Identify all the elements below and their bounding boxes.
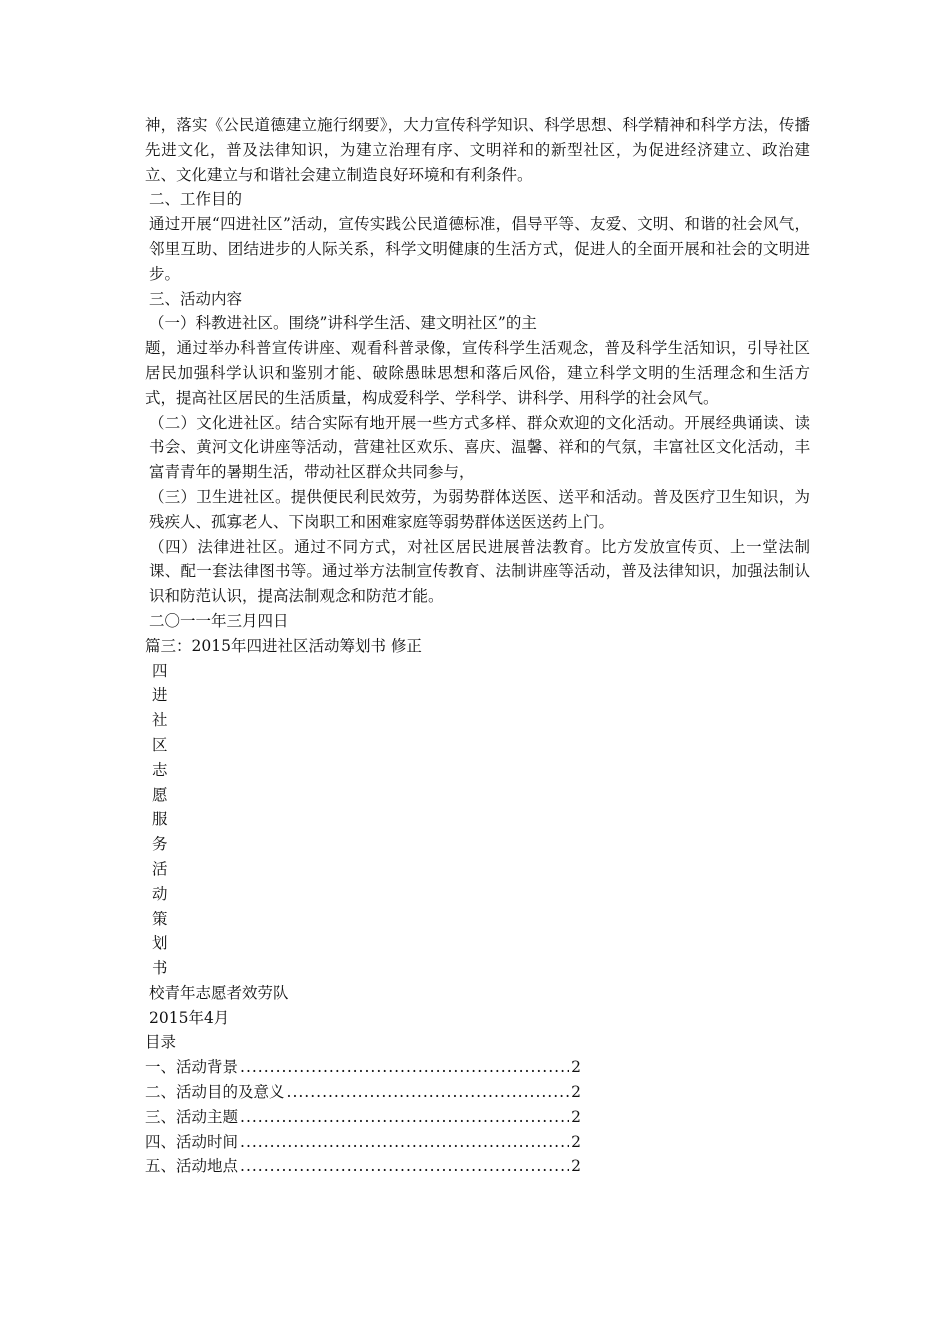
toc-entry[interactable] [145,1055,581,1080]
toc-leader-dots [240,1055,569,1080]
paragraph-culture: （二）文化进社区。结合实际有地开展一些方式多样、群众欢迎的文化活动。开展经典诵读、读书会、黄河文化讲座等活动，营建社区欢乐、喜庆、温馨、祥和的气氛，丰富社区文化活动，丰富青青年的暑期生活，带动社区群众共同参与， [149,413,810,482]
vertical-title-char: 动 [152,884,168,903]
paragraph-health: （三）卫生进社区。提供便民利民效劳，为弱势群体送医、送平和活动。普及医疗卫生知识，为残疾人、孤寡老人、下岗职工和困难家庭等弱势群体送医送药上门。 [149,487,810,531]
vertical-title-char: 四 [152,661,168,680]
vertical-title-char: 务 [152,835,168,854]
vertical-title-char: 志 [152,760,168,779]
vertical-title-char: 进 [152,686,168,705]
toc-entry-label: 一、活动背景 [145,1058,239,1077]
toc-leader-dots [240,1154,569,1179]
plan-date: 2015年4月 [149,1008,230,1027]
paragraph-law: （四）法律进社区。通过不同方式，对社区居民进展普法教育。比方发放宣传页、上一堂法制课、配一套法律图书等。通过举方法制宣传教育、法制讲座等活动，普及法律知识，加强法制认识和防范认识，提高法制观念和防范才能。 [149,537,810,606]
toc-entry-page: 2 [571,1107,581,1126]
toc-leader-dots [287,1080,570,1105]
heading-work-purpose: 二、工作目的 [149,190,243,209]
toc-entry[interactable] [145,1130,581,1155]
paragraph-science-heading: （一）科教进社区。围绕”讲科学生活、建文明社区”的主 [149,314,537,333]
toc-entry-label: 四、活动时间 [145,1132,239,1151]
vertical-title-char: 社 [152,711,168,730]
toc-entry-page: 2 [571,1157,581,1176]
document-date: 二〇一一年三月四日 [149,611,289,630]
vertical-title-char: 策 [152,909,168,928]
organization-name: 校青年志愿者效劳队 [149,983,289,1002]
toc-entry-label: 五、活动地点 [145,1157,239,1176]
paragraph-science-body: 题，通过举办科普宣传讲座、观看科普录像，宣传科学生活观念，普及科学生活知识，引导社区居民加强科学认识和鉴别才能、破除愚昧思想和落后风俗，建立科学文明的生活理念和生活方式，提高社区居民的生活质量，构成爱科学、学科学、讲科学、用科学的社会风气。 [145,339,810,407]
toc-leader-dots [240,1105,569,1130]
vertical-title [145,659,810,981]
document-page [145,113,810,1179]
vertical-title-char: 愿 [152,785,168,804]
vertical-title-char: 活 [152,859,168,878]
toc-entry-page: 2 [571,1058,581,1077]
toc-entry[interactable] [145,1154,581,1179]
toc-entry[interactable] [145,1080,581,1105]
toc-leader-dots [240,1130,569,1155]
vertical-title-char: 划 [152,934,168,953]
toc-entry[interactable] [145,1105,581,1130]
toc-entry-page: 2 [571,1132,581,1151]
toc-entry-label: 二、活动目的及意义 [145,1083,285,1102]
section-title-part-three: 篇三：2015年四进社区活动筹划书 修正 [145,636,422,655]
paragraph-intro: 神，落实《公民道德建立施行纲要》，大力宣传科学知识、科学思想、科学精神和科学方法，传播先进文化，普及法律知识，为建立治理有序、文明祥和的新型社区，为促进经济建立、政治建立、文化建立与和谐社会建立制造良好环境和有利条件。 [145,116,810,184]
heading-activity-content: 三、活动内容 [149,289,243,308]
paragraph-work-purpose: 通过开展“四进社区”活动，宣传实践公民道德标准，倡导平等、友爱、文明、和谐的社会风气，邻里互助、团结进步的人际关系，科学文明健康的生活方式，促进人的全面开展和社会的文明进步。 [149,215,810,283]
vertical-title-char: 书 [152,959,168,978]
toc-heading: 目录 [145,1033,177,1052]
table-of-contents [145,1055,810,1179]
toc-entry-label: 三、活动主题 [145,1107,239,1126]
vertical-title-char: 区 [152,735,168,754]
toc-entry-page: 2 [571,1083,581,1102]
vertical-title-char: 服 [152,810,168,829]
